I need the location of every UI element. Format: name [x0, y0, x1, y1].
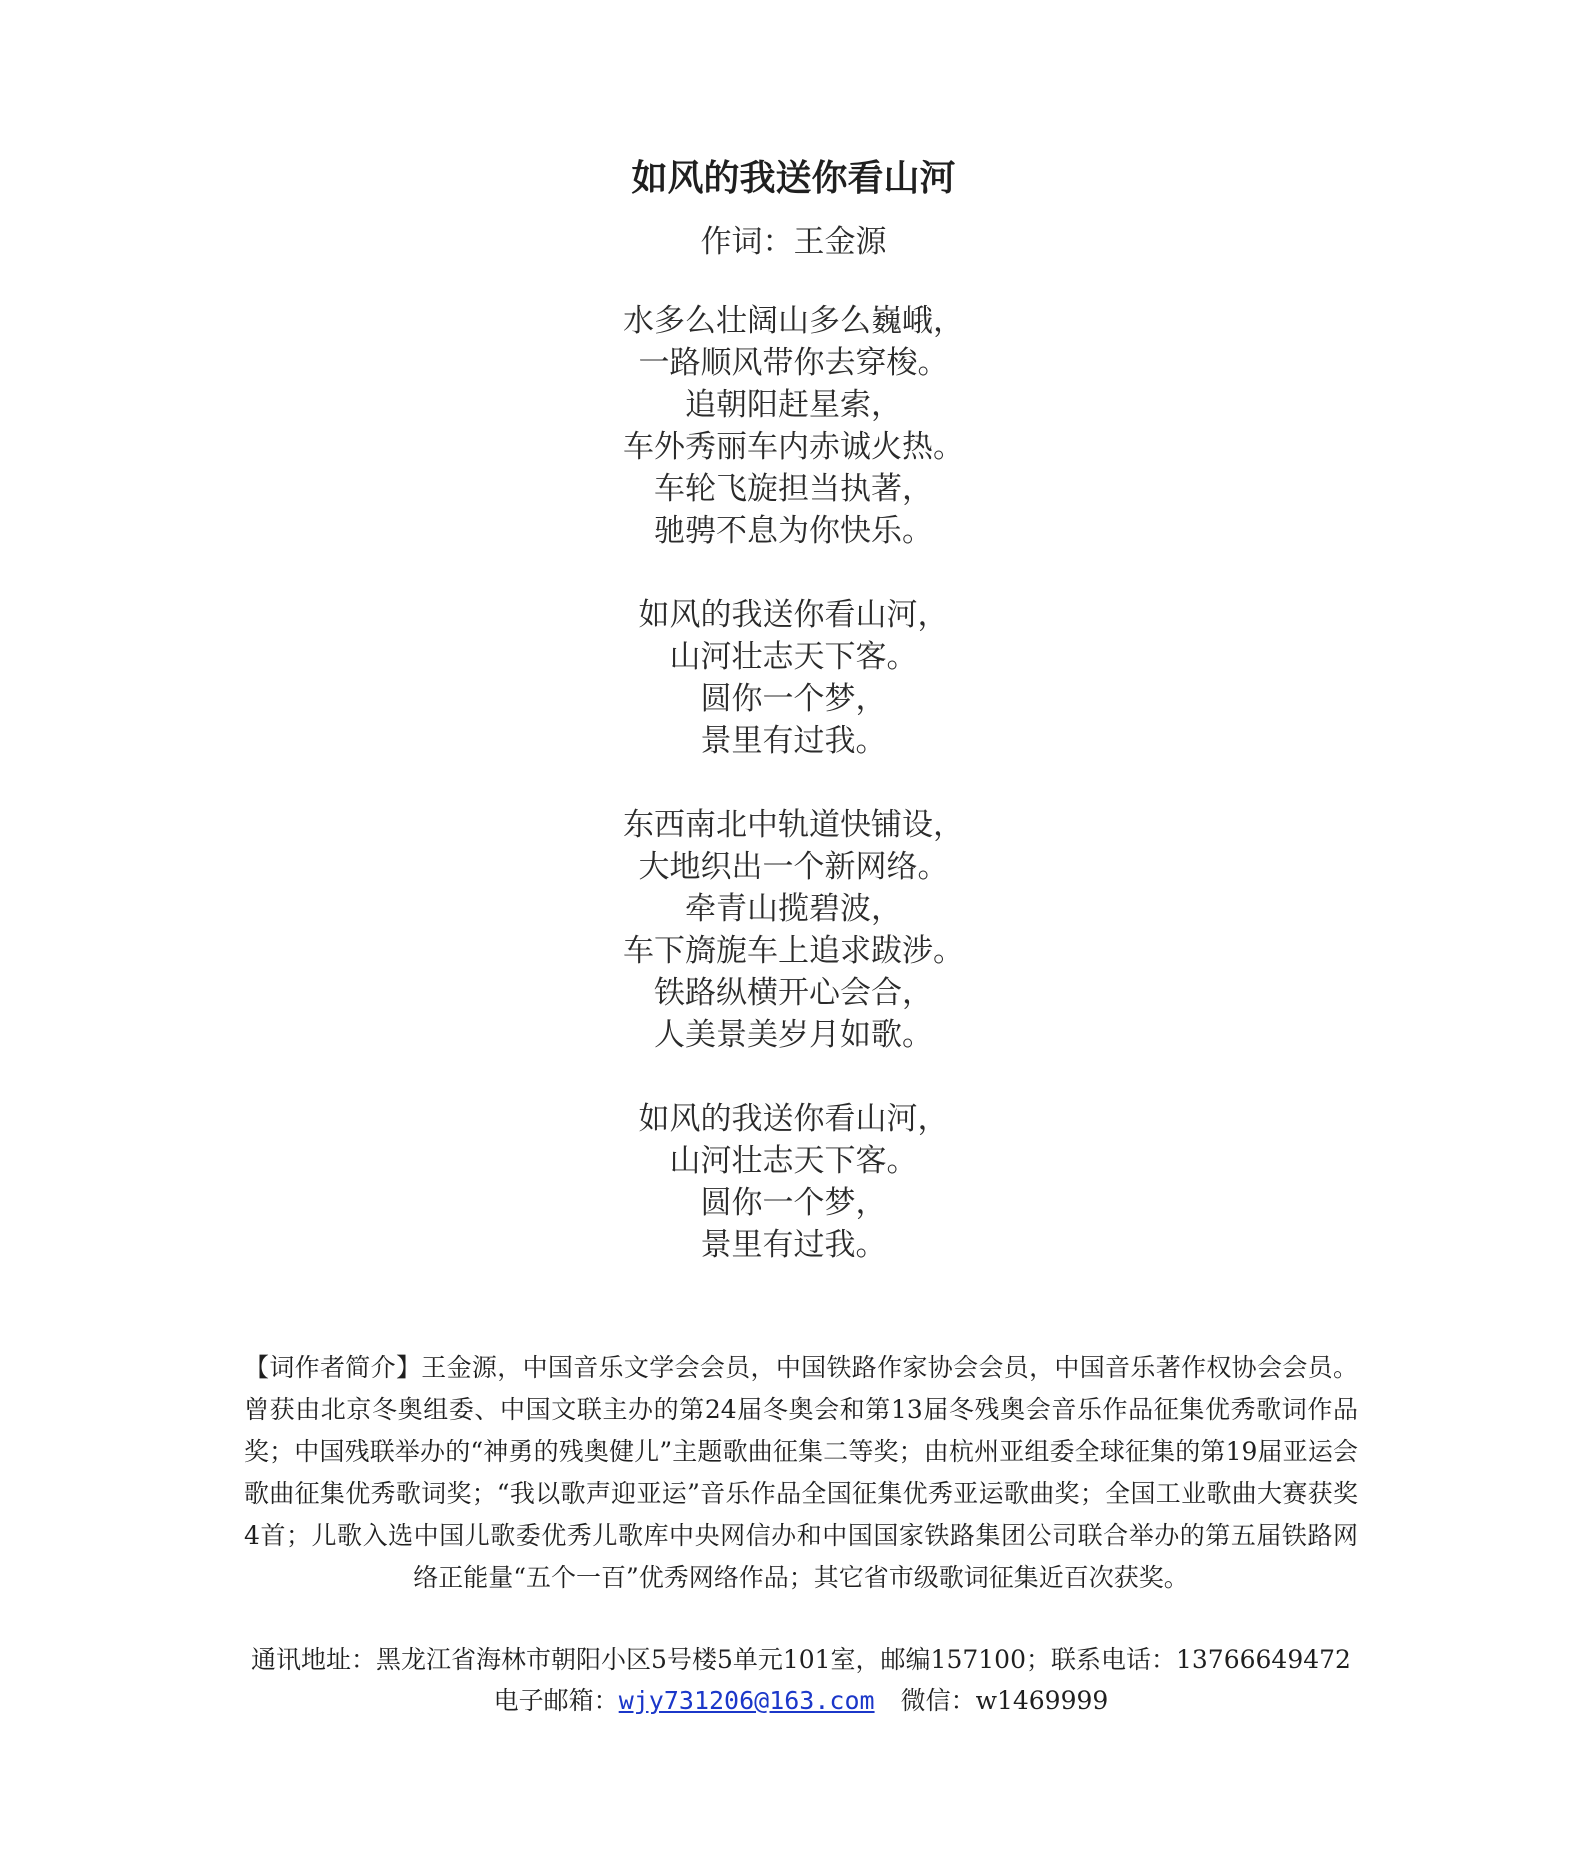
contact-address: 通讯地址：黑龙江省海林市朝阳小区5号楼5单元101室，邮编157100；联系电话：13766649472: [251, 1645, 1351, 1674]
stanza: [0, 594, 1587, 762]
email-label: 电子邮箱：: [493, 1686, 619, 1715]
lyric-line: 驰骋不息为你快乐。: [654, 513, 933, 549]
stanza: [0, 804, 1587, 1056]
stanza: [0, 300, 1587, 552]
wechat-info: 微信：w1469999: [900, 1686, 1109, 1715]
stanza-gap: [0, 1056, 1587, 1098]
lyric-line: 铁路纵横开心会合，: [654, 975, 933, 1011]
contact-email-wechat: [244, 1680, 1358, 1722]
lyric-line: 景里有过我。: [700, 723, 887, 759]
lyric-line: 追朝阳赶星索，: [685, 387, 902, 423]
stanza: [0, 1098, 1587, 1266]
lyric-line: 山河壮志天下客。: [669, 639, 918, 675]
lyric-line: 如风的我送你看山河，: [638, 1101, 949, 1137]
song-title: 如风的我送你看山河: [631, 157, 956, 199]
lyric-line: 人美景美岁月如歌。: [654, 1017, 933, 1053]
stanza-gap: [0, 762, 1587, 804]
email-link[interactable]: wjy731206@163.com: [618, 1686, 875, 1715]
lyric-line: 一路顺风带你去穿梭。: [638, 345, 949, 381]
lyric-line: 水多么壮阔山多么巍峨，: [623, 303, 964, 339]
lyrics-body: [0, 300, 1587, 1266]
stanza-gap: [0, 552, 1587, 594]
lyricist-credit: 作词：王金源: [700, 224, 887, 260]
lyric-line: 大地织出一个新网络。: [638, 849, 949, 885]
lyric-line: 车外秀丽车内赤诚火热。: [623, 429, 964, 465]
lyric-line: 车轮飞旋担当执著，: [654, 471, 933, 507]
lyric-line: 山河壮志天下客。: [669, 1143, 918, 1179]
lyric-line: 圆你一个梦，: [700, 1185, 887, 1221]
lyric-line: 东西南北中轨道快铺设，: [623, 807, 964, 843]
lyric-line: 牵青山揽碧波，: [685, 891, 902, 927]
lyric-line: 如风的我送你看山河，: [638, 597, 949, 633]
lyricist-biography: 【词作者简介】王金源，中国音乐文学会会员，中国铁路作家协会会员，中国音乐著作权协会会员。曾获由北京冬奥组委、中国文联主办的第24届冬奥会和第13届冬残奥会音乐作品征集优秀歌词作品奖；中国残联举办的“神勇的残奥健儿”主题歌曲征集二等奖；由杭州亚组委全球征集的第19届亚运会歌曲征集优秀歌词奖；“我以歌声迎亚运”音乐作品全国征集优秀亚运歌曲奖；全国工业歌曲大赛获奖4首；儿歌入选中国儿歌委优秀儿歌库中央网信办和中国国家铁路集团公司联合举办的第五届铁路网络正能量“五个一百”优秀网络作品；其它省市级歌词征集近百次获奖。: [244, 1353, 1358, 1592]
lyric-line: 车下旖旎车上追求跋涉。: [623, 933, 964, 969]
lyric-line: 景里有过我。: [700, 1227, 887, 1263]
lyric-line: 圆你一个梦，: [700, 681, 887, 717]
